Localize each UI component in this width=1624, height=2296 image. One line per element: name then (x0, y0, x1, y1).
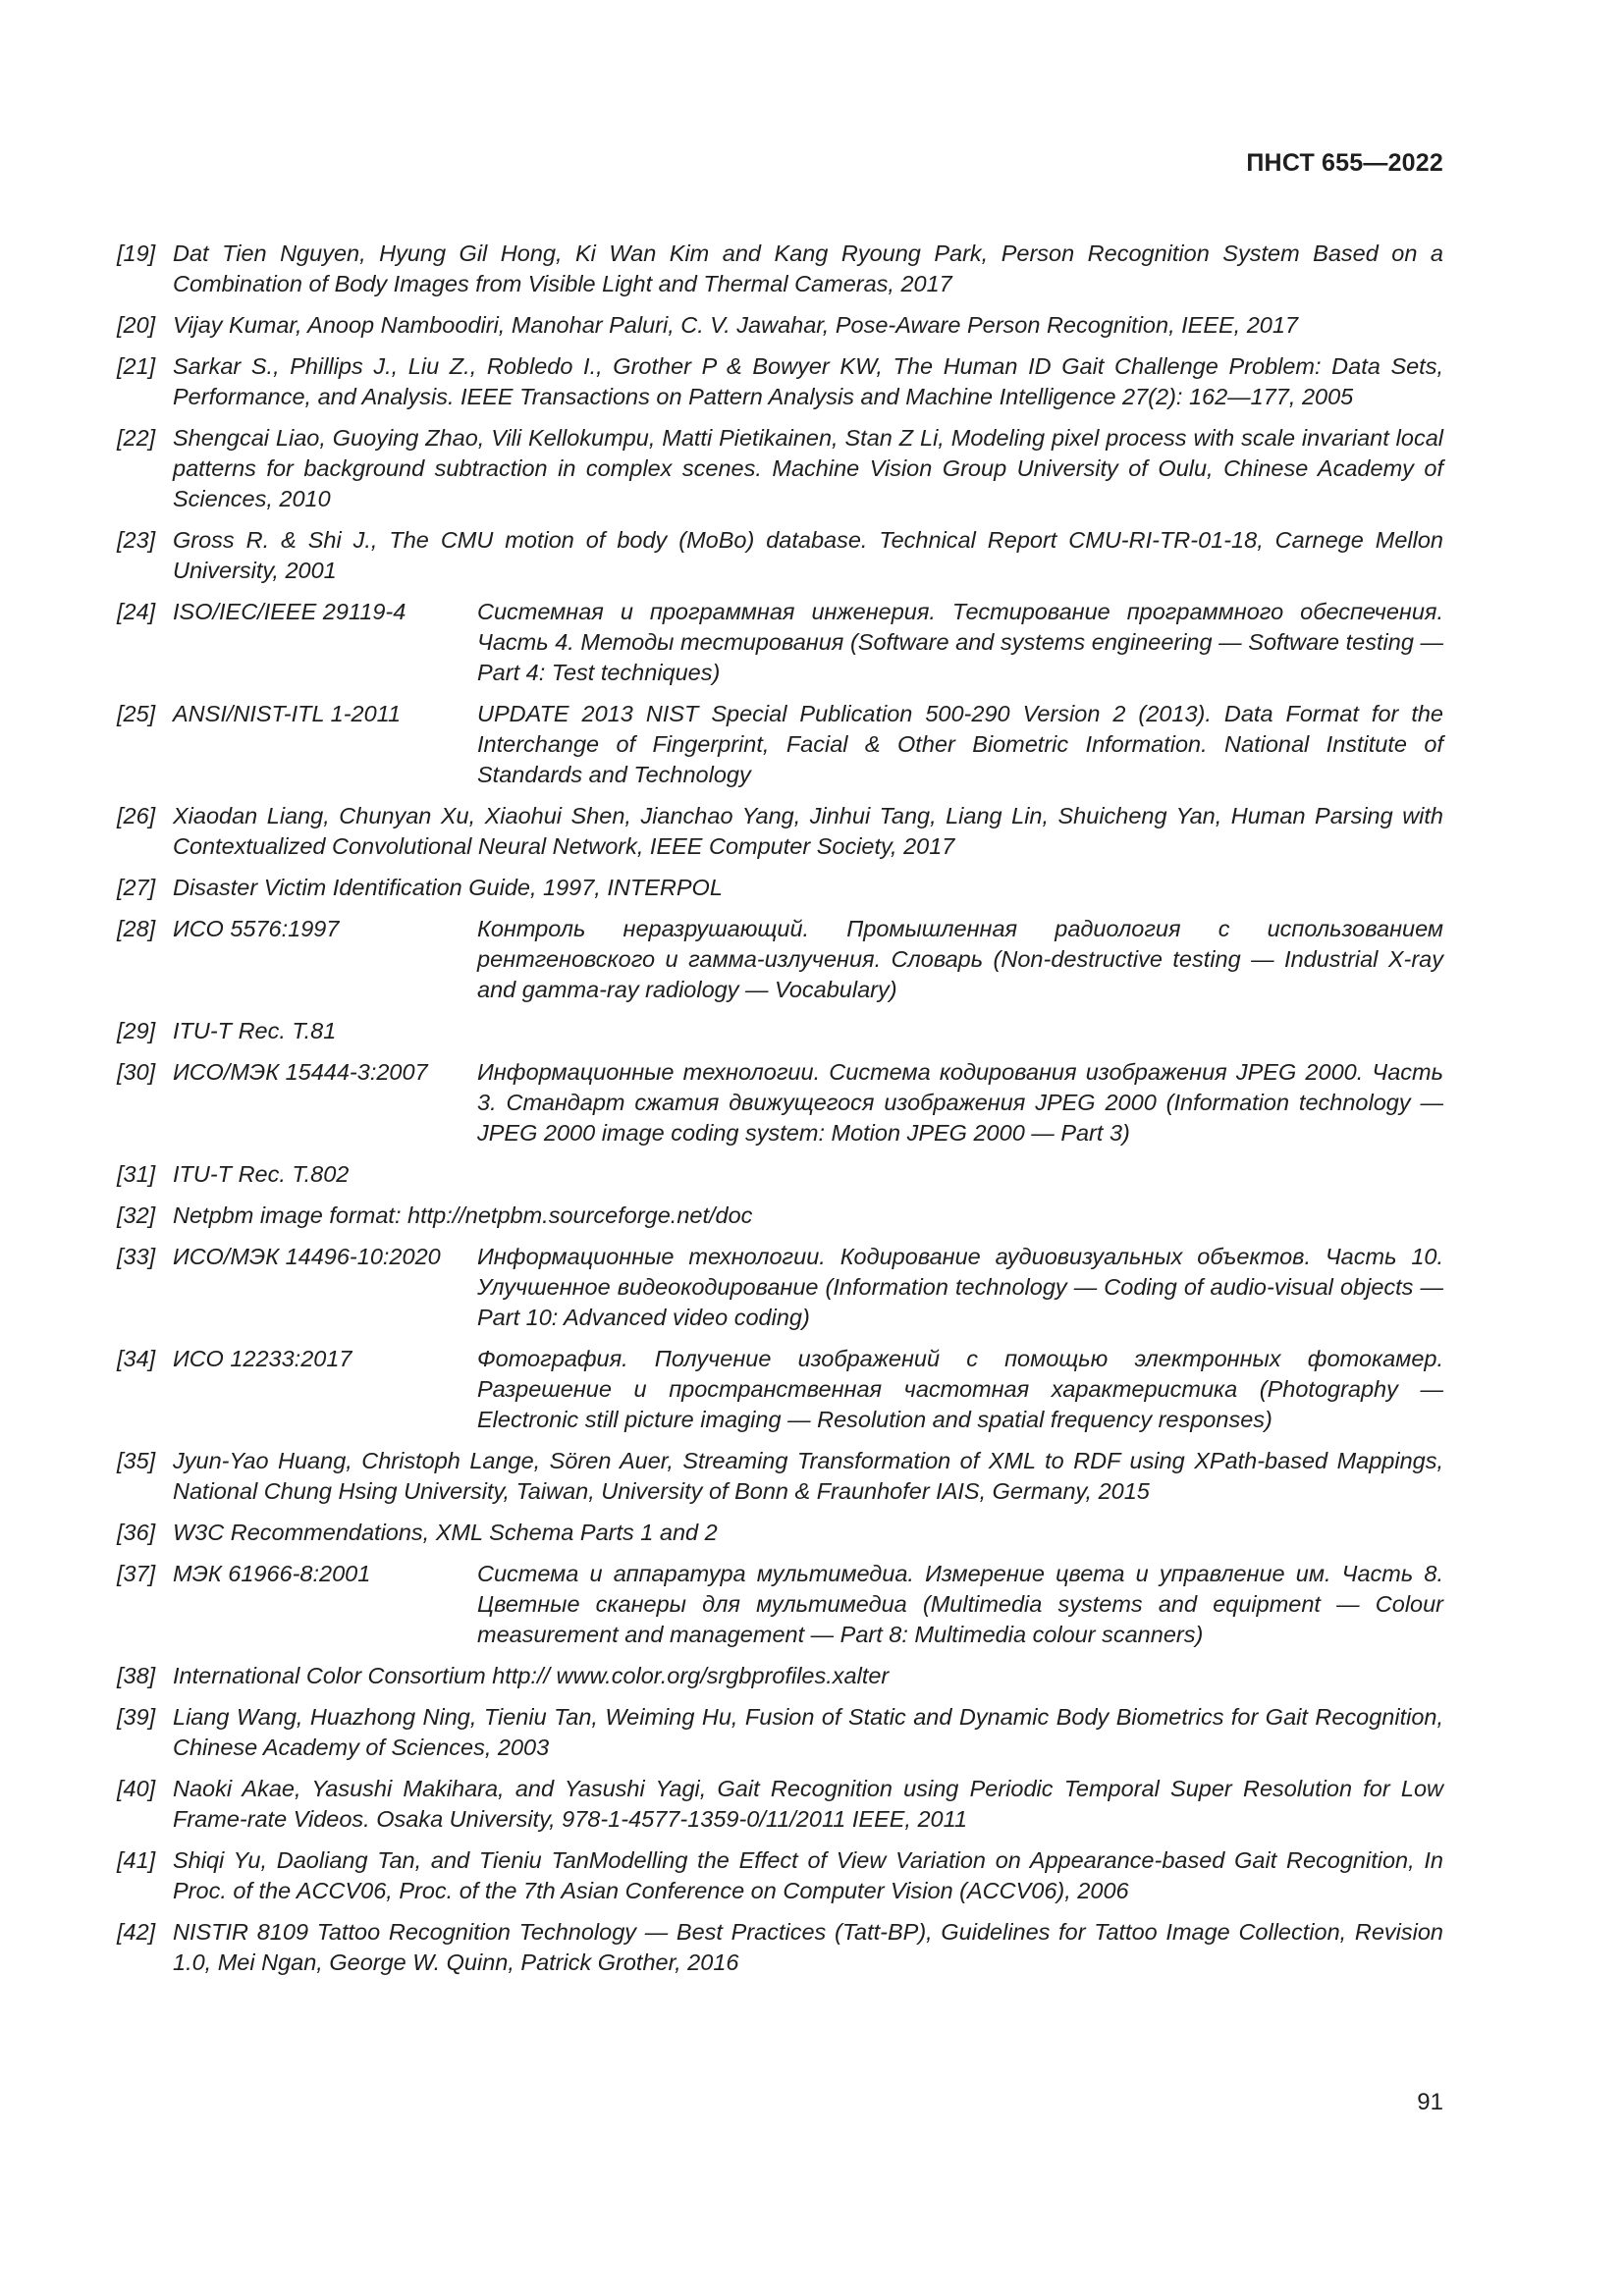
reference-item (117, 1344, 1443, 1435)
reference-text: ITU-T Rec. T.81 (173, 1018, 337, 1043)
reference-number: [19] (117, 240, 156, 266)
reference-number: [37] (117, 1561, 156, 1586)
reference-text: Shengcai Liao, Guoying Zhao, Vili Kellokumpu, Matti Pietikainen, Stan Z Li, Modeling pixel process with scale invariant local patterns for background subtraction in complex scenes. Machine Vision Group University of Oulu, Chinese Academy of Sciences, 2010 (173, 425, 1443, 511)
reference-text: Jyun-Yao Huang, Christoph Lange, Sören Auer, Streaming Transformation of XML to RDF using XPath-based Mappings, National Chung Hsing University, Taiwan, University of Bonn & Fraunhofer IAIS, Germany, 2015 (173, 1448, 1443, 1504)
reference-item (117, 597, 1443, 688)
reference-text: Shiqi Yu, Daoliang Tan, and Tieniu TanModelling the Effect of View Variation on Appearance-based Gait Recognition, In Proc. of the ACCV06, Proc. of the 7th Asian Conference on Computer Vision (ACCV06), 2006 (173, 1847, 1443, 1903)
reference-text: NISTIR 8109 Tattoo Recognition Technology — Best Practices (Tatt-BP), Guidelines for Tattoo Image Collection, Revision 1.0, Mei Ngan, George W. Quinn, Patrick Grother, 2016 (173, 1919, 1443, 1975)
reference-number: [29] (117, 1018, 156, 1043)
reference-text: Disaster Victim Identification Guide, 1997, INTERPOL (173, 875, 723, 900)
reference-number: [25] (117, 701, 156, 726)
reference-standard-title: Системная и программная инженерия. Тестирование программного обеспечения. Часть 4. Методы тестирования (Software and systems engineering — Software testing — Part 4: Test techniques) (477, 599, 1443, 685)
reference-text: Gross R. & Shi J., The CMU motion of body (MoBo) database. Technical Report CMU-RI-TR-01-18, Carnege Mellon University, 2001 (173, 527, 1443, 583)
reference-number: [42] (117, 1919, 156, 1945)
reference-text: International Color Consortium http:// www.color.org/srgbprofiles.xalter (173, 1663, 890, 1688)
reference-text: Liang Wang, Huazhong Ning, Tieniu Tan, Weiming Hu, Fusion of Static and Dynamic Body Biometrics for Gait Recognition, Chinese Academy of Sciences, 2003 (173, 1704, 1443, 1760)
reference-standard-code: ISO/IEC/IEEE 29119-4 (173, 599, 406, 624)
reference-number: [24] (117, 599, 156, 624)
reference-number: [35] (117, 1448, 156, 1473)
reference-number: [33] (117, 1244, 156, 1269)
reference-item (117, 310, 1443, 341)
reference-number: [23] (117, 527, 156, 553)
reference-standard-code: ИСО 5576:1997 (173, 916, 340, 941)
reference-text: Sarkar S., Phillips J., Liu Z., Robledo I., Grother P & Bowyer KW, The Human ID Gait Challenge Problem: Data Sets, Performance, and Analysis. IEEE Transactions on Pattern Analysis and Machine Intelligence 27(2): 162—177, 2005 (173, 353, 1443, 409)
reference-number: [27] (117, 875, 156, 900)
reference-standard-title: Фотография. Получение изображений с помощью электронных фотокамер. Разрешение и пространственная частотная характеристика (Photography — Electronic still picture imaging — Resolution and spatial frequency responses) (477, 1346, 1443, 1432)
reference-number: [39] (117, 1704, 156, 1730)
reference-item (117, 1057, 1443, 1148)
reference-number: [40] (117, 1776, 156, 1801)
reference-item (117, 1702, 1443, 1763)
reference-text: Vijay Kumar, Anoop Namboodiri, Manohar Paluri, C. V. Jawahar, Pose-Aware Person Recognition, IEEE, 2017 (173, 312, 1299, 338)
reference-standard-title: UPDATE 2013 NIST Special Publication 500-290 Version 2 (2013). Data Format for the Interchange of Fingerprint, Facial & Other Biometric Information. National Institute of Standards and Technology (477, 701, 1443, 787)
reference-item (117, 525, 1443, 586)
reference-item (117, 1242, 1443, 1333)
reference-number: [31] (117, 1161, 156, 1187)
reference-item (117, 1559, 1443, 1650)
reference-item (117, 351, 1443, 412)
reference-number: [30] (117, 1059, 156, 1085)
reference-item (117, 699, 1443, 790)
reference-number: [38] (117, 1663, 156, 1688)
reference-item (117, 1159, 1443, 1190)
reference-item (117, 1016, 1443, 1046)
reference-standard-code: ИСО 12233:2017 (173, 1346, 352, 1371)
reference-number: [20] (117, 312, 156, 338)
reference-number: [41] (117, 1847, 156, 1873)
reference-item (117, 1917, 1443, 1978)
reference-text: Xiaodan Liang, Chunyan Xu, Xiaohui Shen, Jianchao Yang, Jinhui Tang, Liang Lin, Shuicheng Yan, Human Parsing with Contextualized Convolutional Neural Network, IEEE Computer Society, 2017 (173, 803, 1443, 859)
reference-item (117, 239, 1443, 299)
reference-standard-code: ИСО/МЭК 14496-10:2020 (173, 1244, 441, 1269)
reference-item (117, 873, 1443, 903)
reference-item (117, 1518, 1443, 1548)
reference-item (117, 1446, 1443, 1507)
reference-number: [26] (117, 803, 156, 828)
reference-text: Naoki Akae, Yasushi Makihara, and Yasushi Yagi, Gait Recognition using Periodic Temporal Super Resolution for Low Frame-rate Videos. Osaka University, 978-1-4577-1359-0/11/2011 IEEE, 2011 (173, 1776, 1443, 1832)
reference-text: W3C Recommendations, XML Schema Parts 1 and 2 (173, 1520, 718, 1545)
reference-text: Dat Tien Nguyen, Hyung Gil Hong, Ki Wan Kim and Kang Ryoung Park, Person Recognition System Based on a Combination of Body Images from Visible Light and Thermal Cameras, 2017 (173, 240, 1443, 296)
reference-item (117, 801, 1443, 862)
reference-standard-code: ANSI/NIST-ITL 1-2011 (173, 701, 402, 726)
reference-number: [21] (117, 353, 156, 379)
reference-standard-title: Система и аппаратура мультимедиа. Измерение цвета и управление им. Часть 8. Цветные сканеры для мультимедиа (Multimedia systems and equipment — Colour measurement and management — Part 8: Multimedia colour scanners) (477, 1561, 1443, 1647)
reference-standard-title: Информационные технологии. Кодирование аудиовизуальных объектов. Часть 10. Улучшенное видеокодирование (Information technology — Coding of audio-visual objects — Part 10: Advanced video coding) (477, 1244, 1443, 1330)
reference-number: [34] (117, 1346, 156, 1371)
reference-standard-code: ИСО/МЭК 15444-3:2007 (173, 1059, 428, 1085)
reference-item (117, 1201, 1443, 1231)
reference-text: Netpbm image format: http://netpbm.sourceforge.net/doc (173, 1202, 753, 1228)
reference-item (117, 423, 1443, 514)
reference-text: ITU-T Rec. T.802 (173, 1161, 350, 1187)
reference-item (117, 1774, 1443, 1835)
reference-number: [36] (117, 1520, 156, 1545)
reference-item (117, 1845, 1443, 1906)
reference-number: [28] (117, 916, 156, 941)
reference-item (117, 914, 1443, 1005)
reference-standard-title: Контроль неразрушающий. Промышленная радиология с использованием рентгеновского и гамма-излучения. Словарь (Non-destructive testing — Industrial X-ray and gamma-ray radiology — Vocabulary) (477, 916, 1443, 1002)
reference-standard-title: Информационные технологии. Система кодирования изображения JPEG 2000. Часть 3. Стандарт сжатия движущегося изображения JPEG 2000 (Information technology — JPEG 2000 image coding system: Motion JPEG 2000 — Part 3) (477, 1059, 1443, 1146)
reference-number: [32] (117, 1202, 156, 1228)
document-id: ПНСТ 655—2022 (1246, 149, 1443, 177)
page-number: 91 (1417, 2089, 1443, 2115)
reference-item (117, 1661, 1443, 1691)
reference-list (117, 239, 1443, 1989)
reference-standard-code: МЭК 61966-8:2001 (173, 1561, 371, 1586)
reference-number: [22] (117, 425, 156, 451)
